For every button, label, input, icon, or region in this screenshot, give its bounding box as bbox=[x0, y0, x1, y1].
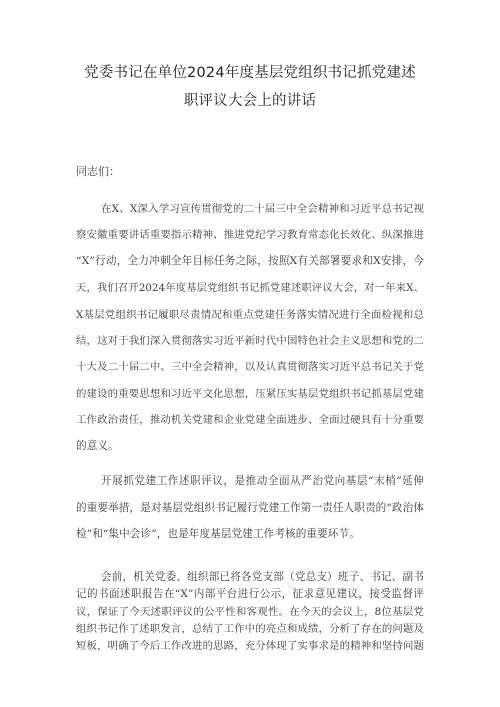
paragraph-3-line: 会前，机关党委、组织部已将各党支部（党总支）班子、书记、副书 bbox=[101, 571, 424, 583]
paragraph-3-line: 短板，明确了今后工作改进的思路，充分体现了实事求是的精神和坚持问题 bbox=[76, 640, 424, 652]
paragraph-1-line: 结，这对于我们深入贯彻落实习近平新时代中国特色社会主义思想和党的二 bbox=[76, 335, 424, 347]
paragraph-2-line: 开展抓党建工作述职评议，是推动全面从严治党向基层“末梢”延伸 bbox=[101, 475, 424, 487]
paragraph-1-line: 的建设的重要思想和习近平文化思想，压紧压实基层党组织书记抓基层党建 bbox=[76, 388, 424, 400]
document-title-line-2: 职评议大会上的讲话 bbox=[183, 93, 317, 109]
paragraph-1-line: 天，我们召开2024年度基层党组织书记抓党建述职评议大会，对一年来X、 bbox=[76, 283, 424, 294]
paragraph-1-line: “X”行动，全力冲刺全年目标任务之际，按照X有关部署要求和X安排，今 bbox=[76, 255, 424, 267]
paragraph-1-line: 察安徽重要讲话重要指示精神、推进党纪学习教育常态化长效化、纵深推进 bbox=[76, 229, 424, 241]
paragraph-1-line: X基层党组织书记履职尽责情况和重点党建任务落实情况进行全面检视和总 bbox=[76, 309, 424, 321]
paragraph-2-line: 的重要举措，是对基层党组织书记履行党建工作第一责任人职责的“政治体 bbox=[76, 502, 424, 514]
paragraph-3-line: 组织书记作了述职发言，总结了工作中的亮点和成绩，分析了存在的问题及 bbox=[76, 623, 424, 635]
greeting: 同志们： bbox=[76, 165, 120, 178]
paragraph-3-line: 记的书面述职报告在“X”内部平台进行公示，征求意见建议，接受监督评 bbox=[76, 588, 424, 600]
paragraph-1-line: 工作政治责任，推动机关党建和企业党建全面进步、全面过硬具有十分重要 bbox=[76, 414, 424, 426]
paragraph-1-line: 的意义。 bbox=[76, 440, 119, 452]
paragraph-2-line: 检”和“集中会诊”，也是年度基层党建工作考核的重要环节。 bbox=[76, 528, 360, 540]
paragraph-1-line: 十大及二十届二中、三中全会精神，以及认真贯彻落实习近平总书记关于党 bbox=[76, 361, 424, 373]
document-title-line-1: 党委书记在单位2024年度基层党组织书记抓党建述 bbox=[84, 65, 416, 81]
paragraph-1-line: 在X、X深入学习宣传贯彻党的二十届三中全会精神和习近平总书记视 bbox=[101, 203, 424, 215]
paragraph-3-line: 议，保证了今天述职评议的公平性和客观性。在今天的会议上，8位基层党 bbox=[76, 606, 424, 618]
